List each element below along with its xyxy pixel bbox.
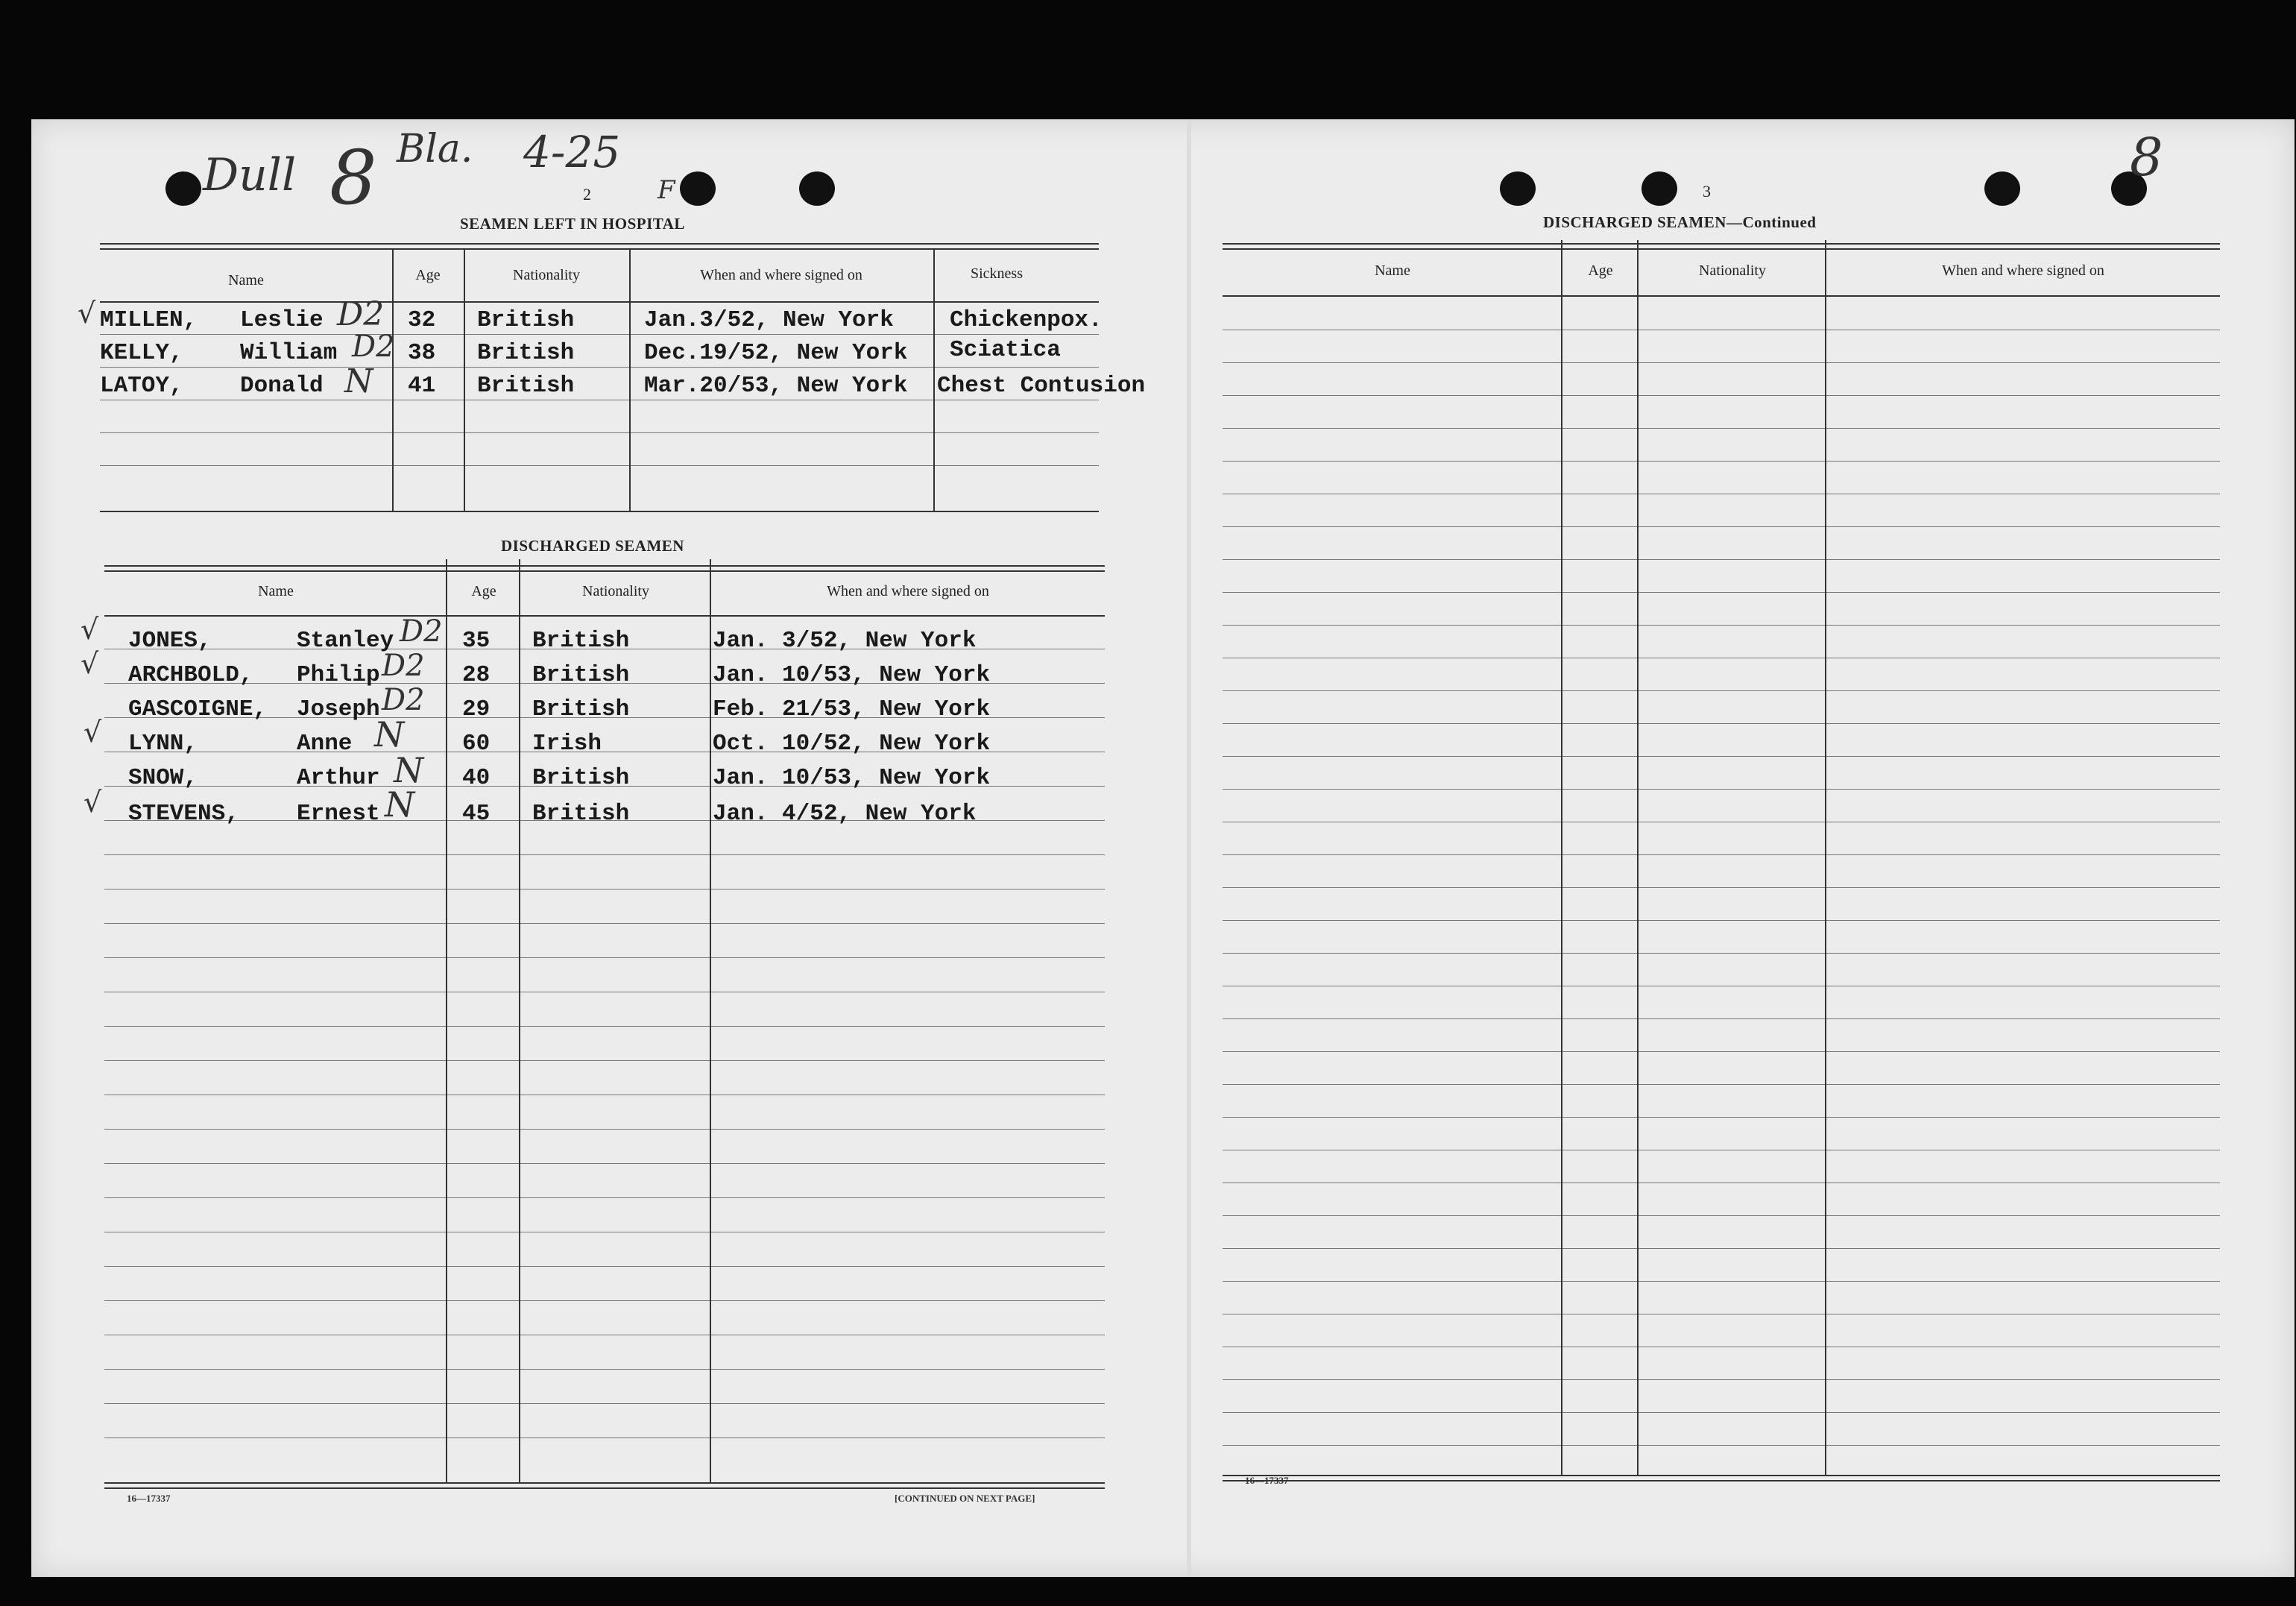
table-cell-age: 32: [408, 307, 436, 333]
table-cell-age: 40: [462, 765, 491, 791]
table-cell-nationality: British: [532, 696, 630, 722]
ledger-line: [1223, 526, 2220, 527]
ledger-line: [1223, 789, 2220, 790]
handwritten-mark: N: [394, 750, 424, 790]
discharged-col-age: Age: [471, 583, 496, 599]
punch-hole: [1500, 171, 1536, 206]
table-cell-surname: GASCOIGNE,: [128, 696, 268, 722]
table-cell-surname: JONES,: [128, 628, 212, 654]
check-mark: √: [83, 716, 102, 749]
ledger-line: [104, 1403, 1105, 1404]
ledger-line: [1223, 1018, 2220, 1019]
punch-hole: [680, 171, 716, 206]
ledger-line: [104, 1060, 1105, 1061]
handwritten-mark: N: [344, 362, 373, 400]
ledger-line: [104, 1163, 1105, 1164]
ledger-line: [104, 1026, 1105, 1027]
ledger-line: [1223, 1445, 2220, 1446]
table-cell-surname: LYNN,: [128, 731, 198, 757]
table-cell-signed: Feb. 21/53, New York: [713, 696, 991, 722]
table-cell-given: William: [240, 340, 338, 366]
handwritten-mark: D2: [382, 649, 425, 683]
punch-hole: [1641, 171, 1677, 206]
table-bottom-rule: [1223, 1475, 2220, 1481]
ledger-line: [1223, 1412, 2220, 1413]
punch-hole: [1984, 171, 2020, 206]
handwritten-mark: D2: [337, 295, 385, 333]
column-rule: [710, 559, 711, 1484]
table-cell-nationality: Irish: [532, 731, 602, 757]
table-cell-nationality: British: [477, 373, 575, 399]
table-cell-nationality: British: [532, 801, 630, 827]
table-cell-nationality: British: [532, 628, 630, 654]
ledger-line: [1223, 559, 2220, 560]
ledger-line: [1223, 625, 2220, 626]
form-number-right: 16—17337: [1245, 1475, 1289, 1486]
handwritten-mark: D2: [382, 683, 425, 717]
table-cell-nationality: British: [477, 340, 575, 366]
table-cell-surname: MILLEN,: [100, 307, 198, 333]
check-mark: √: [81, 613, 99, 646]
table-bottom-rule: [104, 1482, 1105, 1489]
handwritten-mark: F: [657, 175, 675, 205]
ledger-line: [1223, 362, 2220, 363]
handwritten-note: Dull: [203, 149, 297, 201]
handwritten-mark: N: [374, 714, 405, 755]
table-cell-signed: Dec.19/52, New York: [644, 340, 908, 366]
table-cell-surname: KELLY,: [100, 340, 183, 366]
handwritten-date: 4-25: [523, 127, 621, 177]
table-cell-signed: Oct. 10/52, New York: [713, 731, 991, 757]
table-cell-given: Joseph: [297, 696, 380, 722]
check-mark: √: [83, 786, 102, 819]
table-cell-nationality: British: [477, 307, 575, 333]
table-cell-age: 60: [462, 731, 491, 757]
discharged-section-title: DISCHARGED SEAMEN: [501, 537, 684, 555]
check-mark: √: [81, 647, 99, 680]
table-cell-given: Leslie: [240, 307, 324, 333]
hospital-col-nationality: Nationality: [513, 267, 580, 283]
handwritten-mark: D2: [352, 330, 395, 364]
ledger-line: [1223, 854, 2220, 855]
ledger-line: [104, 854, 1105, 855]
ledger-line: [1223, 428, 2220, 429]
discharged-col-name: Name: [258, 583, 294, 599]
right-col-name: Name: [1375, 262, 1410, 279]
punch-hole: [799, 171, 835, 206]
ledger-line: [104, 1369, 1105, 1370]
page-number-right: 3: [1703, 182, 1711, 201]
ledger-line: [104, 1437, 1105, 1438]
table-cell-surname: STEVENS,: [128, 801, 239, 827]
ledger-line: [1223, 1084, 2220, 1085]
table-cell-age: 29: [462, 696, 491, 722]
discharged-col-nationality: Nationality: [582, 583, 649, 599]
column-rule: [1561, 240, 1562, 1476]
table-cell-signed: Mar.20/53, New York: [644, 373, 908, 399]
handwritten-initials: Bla.: [397, 127, 473, 171]
page-fold: [1187, 119, 1191, 1577]
punch-hole: [165, 171, 201, 206]
column-rule: [1637, 240, 1639, 1476]
table-cell-sickness: Chest Contusion: [937, 373, 1146, 399]
ledger-line: [1223, 756, 2220, 757]
table-cell-age: 28: [462, 662, 491, 688]
ledger-line: [1223, 953, 2220, 954]
continued-note: [CONTINUED ON NEXT PAGE]: [895, 1493, 1035, 1504]
ledger-line: [1223, 920, 2220, 921]
ledger-line: [1223, 592, 2220, 593]
handwritten-mark: D2: [400, 614, 443, 649]
table-cell-signed: Jan. 3/52, New York: [713, 628, 977, 654]
table-cell-given: Donald: [240, 373, 324, 399]
table-cell-nationality: British: [532, 765, 630, 791]
ledger-line: [1223, 461, 2220, 462]
ledger-line: [1223, 887, 2220, 888]
ledger-line: [1223, 1379, 2220, 1380]
right-col-nationality: Nationality: [1699, 262, 1766, 279]
handwritten-corner-number: 8: [2130, 127, 2163, 188]
table-cell-signed: Jan. 4/52, New York: [713, 801, 977, 827]
hospital-section-title: SEAMEN LEFT IN HOSPITAL: [460, 215, 685, 233]
table-cell-age: 45: [462, 801, 491, 827]
table-cell-given: Arthur: [297, 765, 380, 791]
table-cell-given: Stanley: [297, 628, 394, 654]
right-section-title: DISCHARGED SEAMEN—Continued: [1543, 213, 1817, 231]
form-number-left: 16—17337: [127, 1493, 171, 1504]
table-cell-signed: Jan.3/52, New York: [644, 307, 894, 333]
table-cell-age: 38: [408, 340, 436, 366]
handwritten-number: 8: [329, 134, 377, 221]
handwritten-mark: N: [385, 784, 415, 825]
table-cell-nationality: British: [532, 662, 630, 688]
ledger-line: [1223, 723, 2220, 724]
ledger-line: [1223, 1051, 2220, 1052]
ledger-line: [104, 1300, 1105, 1301]
table-cell-age: 41: [408, 373, 436, 399]
table-cell-surname: ARCHBOLD,: [128, 662, 253, 688]
table-cell-surname: LATOY,: [100, 373, 183, 399]
ledger-line: [104, 957, 1105, 958]
hospital-col-name: Name: [228, 272, 264, 289]
ledger-line: [104, 1129, 1105, 1130]
right-col-signed: When and where signed on: [1942, 262, 2104, 279]
document-sheet: [31, 119, 2295, 1577]
right-col-age: Age: [1588, 262, 1613, 279]
table-cell-signed: Jan. 10/53, New York: [713, 662, 991, 688]
table-cell-given: Anne: [297, 731, 353, 757]
page-number-left: 2: [583, 185, 591, 204]
column-rule: [446, 559, 447, 1484]
table-cell-sickness: Chickenpox.: [950, 307, 1103, 333]
column-rule: [519, 559, 520, 1484]
ledger-line: [1223, 395, 2220, 396]
hospital-col-sickness: Sickness: [971, 265, 1023, 282]
ledger-line: [1223, 1248, 2220, 1249]
ledger-line: [104, 923, 1105, 924]
column-rule: [1825, 240, 1826, 1476]
ledger-line: [104, 1197, 1105, 1198]
table-cell-signed: Jan. 10/53, New York: [713, 765, 991, 791]
ledger-line: [1223, 1117, 2220, 1118]
hospital-col-age: Age: [415, 267, 441, 283]
table-cell-given: Ernest: [297, 801, 380, 827]
discharged-col-signed: When and where signed on: [827, 583, 989, 599]
ledger-line: [104, 1266, 1105, 1267]
ledger-line: [1223, 1281, 2220, 1282]
table-cell-surname: SNOW,: [128, 765, 198, 791]
ledger-line: [1223, 1215, 2220, 1216]
check-mark: √: [78, 297, 96, 330]
table-cell-age: 35: [462, 628, 491, 654]
table-cell-given: Philip: [297, 662, 380, 688]
table-cell-sickness: Sciatica: [950, 337, 1061, 363]
ledger-line: [1223, 690, 2220, 691]
hospital-col-signed: When and where signed on: [700, 267, 862, 283]
